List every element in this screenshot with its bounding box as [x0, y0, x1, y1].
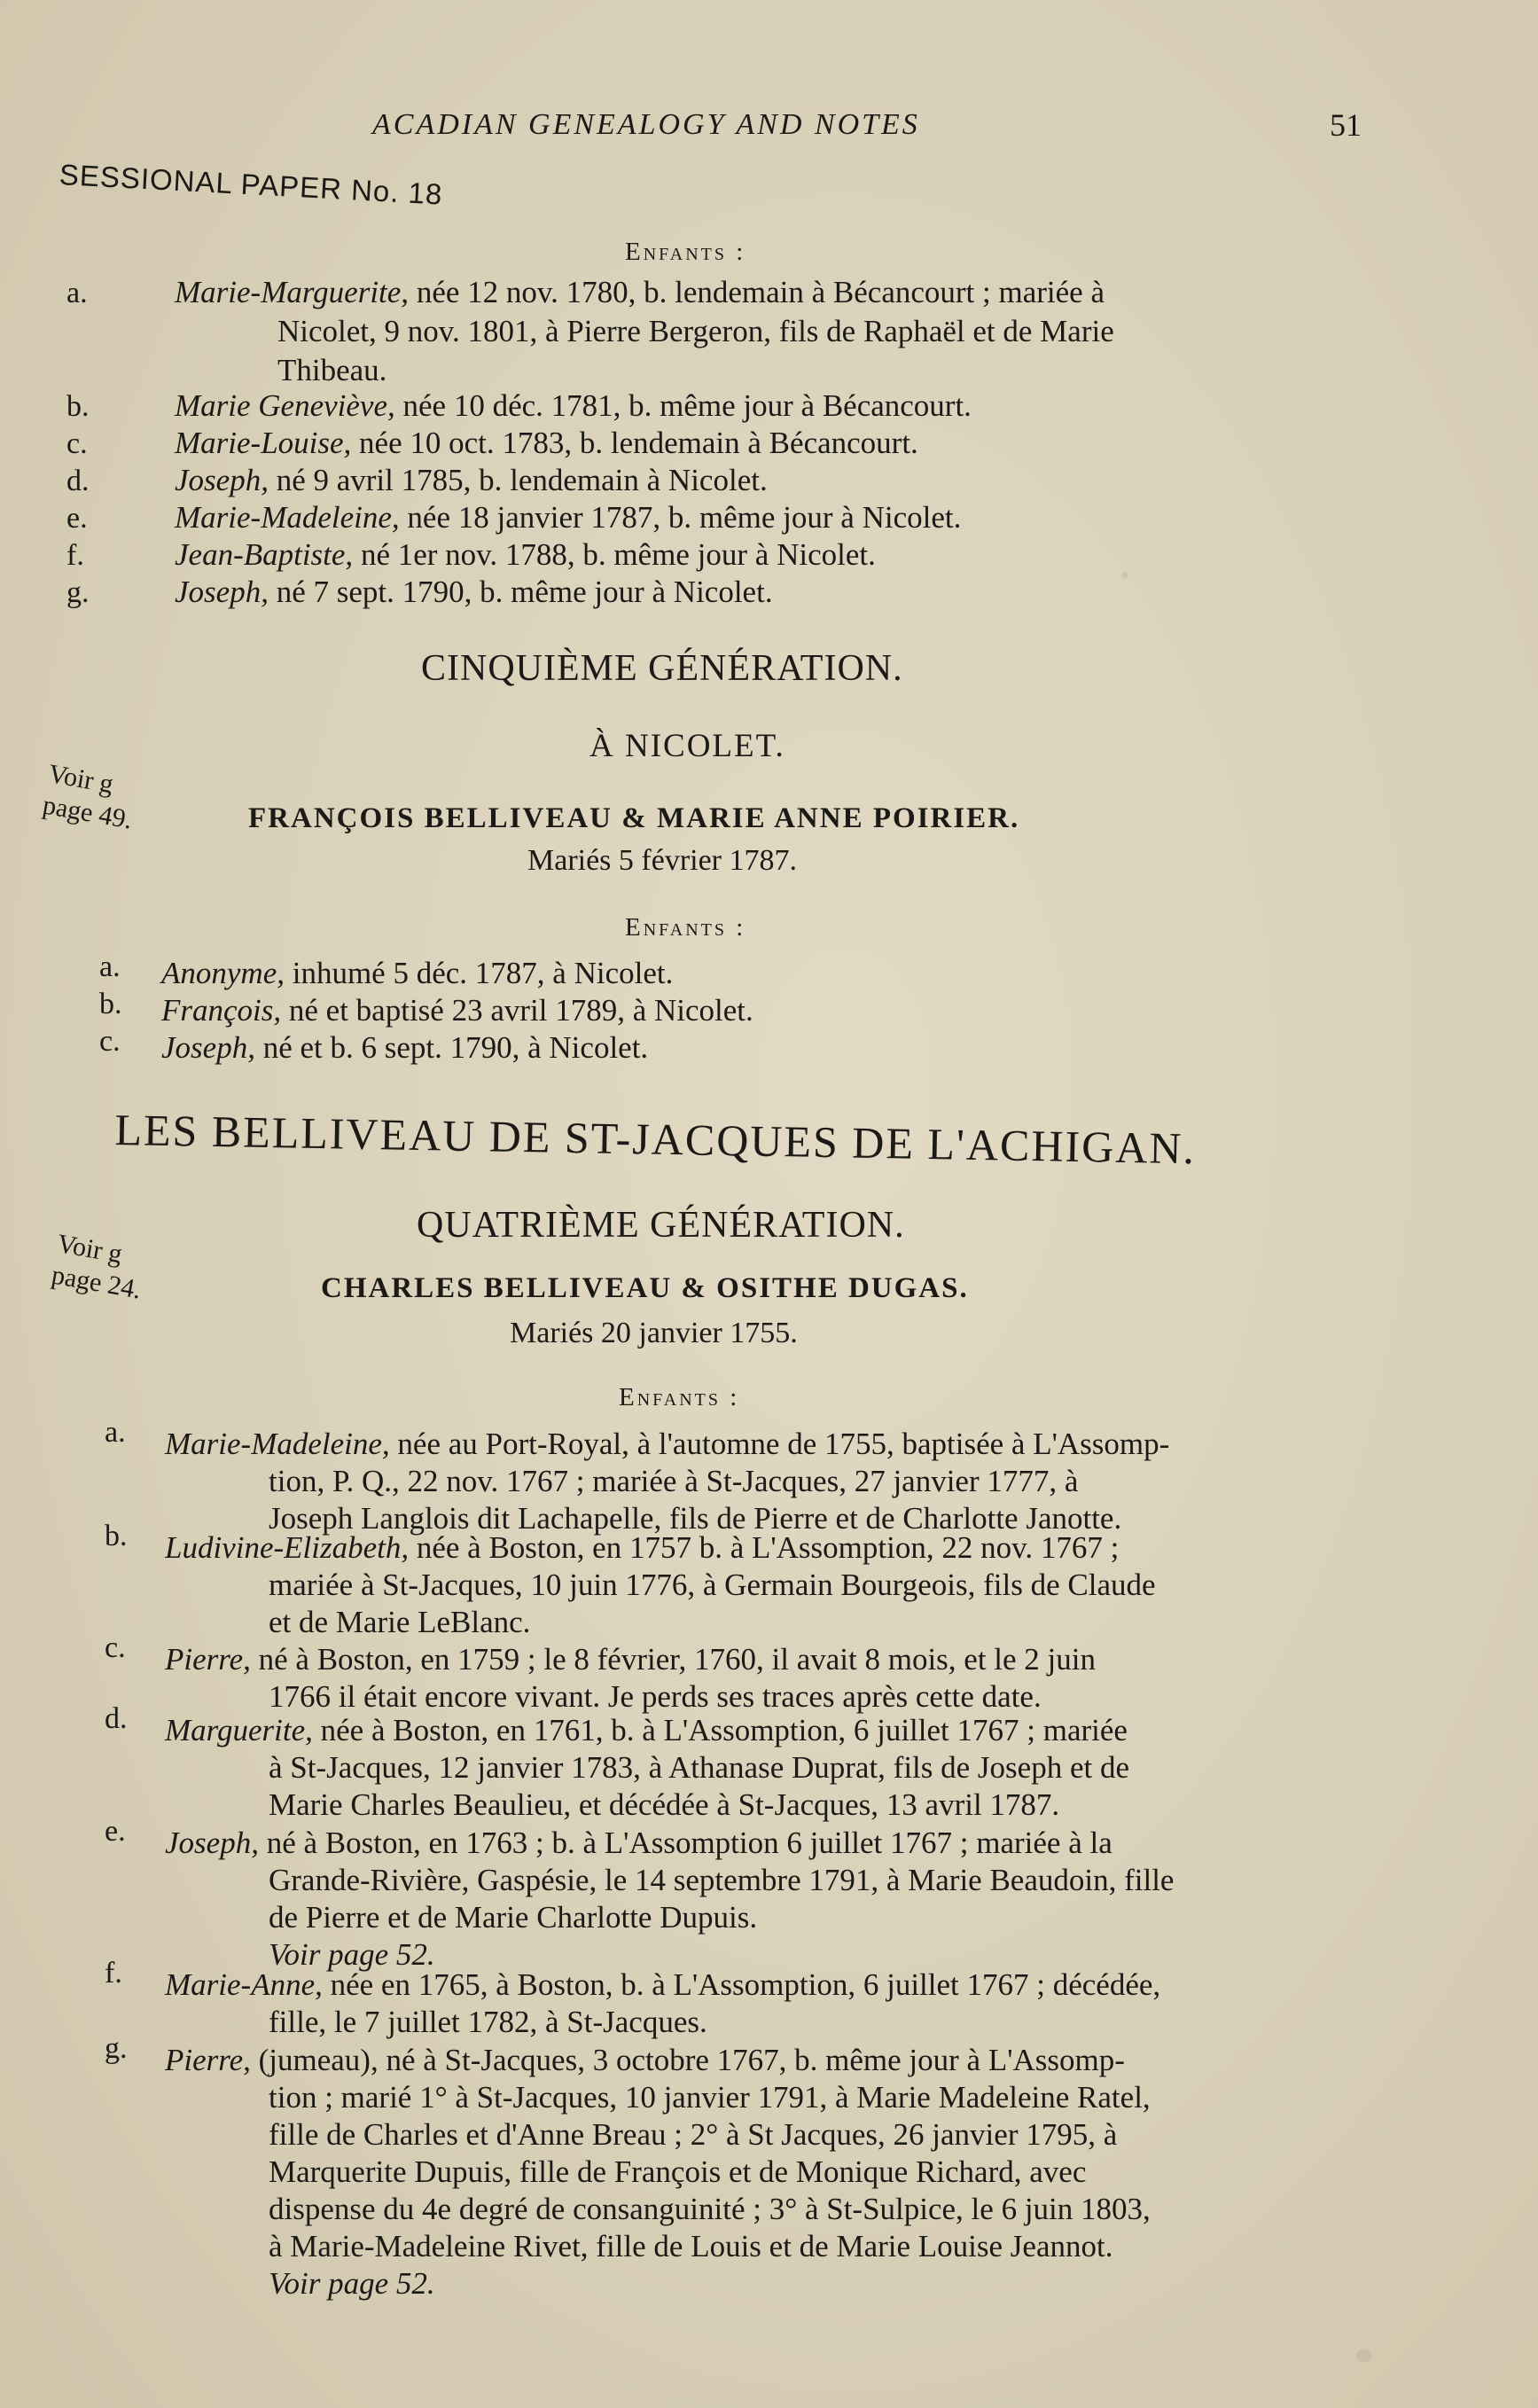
child-entry: [66, 463, 768, 499]
child-entry: [66, 575, 773, 611]
child-name: Jean-Baptiste,: [175, 537, 354, 572]
entry-line: né 1er nov. 1788, b. même jour à Nicolet.: [353, 537, 876, 572]
entry-line: Thibeau.: [277, 353, 387, 387]
child-name: Joseph,: [161, 1030, 255, 1065]
child-name: Joseph,: [165, 1826, 259, 1860]
entry-line: et de Marie LeBlanc.: [269, 1605, 531, 1639]
entry-line: tion ; marié 1° à St-Jacques, 10 janvier 1791, à Marie Madeleine Ratel,: [269, 2080, 1151, 2115]
child-name: Marie-Madeleine,: [165, 1427, 390, 1461]
entry-letter: d.: [105, 1702, 128, 1735]
page-number: 51: [1330, 107, 1362, 143]
section-title: LES BELLIVEAU DE ST-JACQUES DE L'ACHIGAN.: [114, 1104, 1197, 1174]
entry-line: née en 1765, à Boston, b. à L'Assomption, 6 juillet 1767 ; décédée,: [322, 1967, 1161, 2002]
cross-reference: Voir page 52.: [269, 2266, 435, 2301]
child-name: Joseph,: [175, 463, 269, 497]
child-entry: [66, 426, 918, 462]
entry-line: inhumé 5 déc. 1787, à Nicolet.: [284, 956, 674, 990]
child-name: Pierre,: [165, 1642, 251, 1677]
entry-letter: e.: [105, 1815, 126, 1848]
entry-line: né et b. 6 sept. 1790, à Nicolet.: [254, 1030, 649, 1065]
entry-line: 1766 il était encore vivant. Je perds ses traces après cette date.: [269, 1679, 1042, 1714]
child-entry: [66, 388, 972, 425]
child-entry: [66, 537, 876, 574]
child-name: Marie Geneviève,: [175, 388, 395, 423]
entry-line: Marie Charles Beaulieu, et décédée à St-Jacques, 13 avril 1787.: [269, 1787, 1060, 1822]
entry-letter: b.: [105, 1520, 128, 1552]
ink-spot: [1356, 2349, 1372, 2362]
margin-note: Voir g page 49.: [40, 758, 135, 835]
child-name: Pierre,: [165, 2043, 251, 2077]
entry-line: né à Boston, en 1759 ; le 8 février, 1760, il avait 8 mois, et le 2 juin: [250, 1642, 1097, 1677]
entry-letter: e.: [66, 502, 88, 535]
entry-line: née 10 déc. 1781, b. même jour à Bécancourt.: [394, 388, 972, 423]
child-name: Marie-Louise,: [175, 426, 352, 460]
entry-line: née à Boston, en 1757 b. à L'Assomption, 22 nov. 1767 ;: [409, 1530, 1120, 1565]
entry-letter: g.: [105, 2032, 128, 2065]
entry-line: Grande-Rivière, Gaspésie, le 14 septembre 1791, à Marie Beaudoin, fille: [269, 1863, 1175, 1897]
generation-heading: QUATRIÈME GÉNÉRATION.: [417, 1205, 905, 1246]
entry-line: Marquerite Dupuis, fille de François et de Monique Richard, avec: [269, 2154, 1087, 2189]
entry-line: mariée à St-Jacques, 10 juin 1776, à Germain Bourgeois, fils de Claude: [269, 1568, 1156, 1602]
entry-line: née 10 oct. 1783, b. lendemain à Bécancourt.: [351, 426, 918, 460]
entry-letter: f.: [66, 539, 84, 572]
marriage-date: Mariés 5 février 1787.: [527, 844, 798, 877]
marriage-date: Mariés 20 janvier 1755.: [510, 1317, 798, 1349]
entry-line: née à Boston, en 1761, b. à L'Assomption, 6 juillet 1767 ; mariée: [312, 1713, 1128, 1747]
running-title: ACADIAN GENEALOGY AND NOTES: [372, 108, 920, 141]
couple-heading: FRANÇOIS BELLIVEAU & MARIE ANNE POIRIER.: [248, 802, 1020, 834]
place-heading: À NICOLET.: [589, 728, 785, 764]
child-name: François,: [161, 993, 282, 1028]
child-name: Marie-Anne,: [165, 1967, 323, 2002]
entry-line: née au Port-Royal, à l'automne de 1755, baptisée à L'Assomp-: [389, 1427, 1170, 1461]
enfants-heading: Enfants :: [625, 913, 746, 942]
entry-line: Nicolet, 9 nov. 1801, à Pierre Bergeron, fils de Raphaël et de Marie: [277, 314, 1114, 348]
child-entry: [105, 1630, 1097, 1714]
entry-line: né 9 avril 1785, b. lendemain à Nicolet.: [268, 463, 768, 497]
entry-line: Joseph Langlois dit Lachapelle, fils de Pierre et de Charlotte Janotte.: [269, 1501, 1122, 1536]
child-name: Ludivine-Elizabeth,: [165, 1530, 410, 1565]
entry-letter: c.: [66, 427, 88, 460]
child-entry: [99, 949, 674, 990]
child-entry: [105, 1700, 1129, 1822]
child-entry: [105, 1955, 1161, 2039]
margin-note: Voir g page 24.: [49, 1228, 144, 1305]
entry-letter: c.: [105, 1631, 126, 1664]
entry-line: né 7 sept. 1790, b. même jour à Nicolet.: [268, 575, 773, 609]
entry-letter: g.: [66, 576, 90, 609]
child-name: Marie-Madeleine,: [175, 500, 400, 535]
entry-letter: f.: [105, 1957, 122, 1990]
child-entry: [105, 1813, 1175, 1972]
entry-line: à St-Jacques, 12 janvier 1783, à Athanase Duprat, fils de Joseph et de: [269, 1750, 1129, 1785]
ink-spot: [1121, 572, 1128, 579]
entry-line: tion, P. Q., 22 nov. 1767 ; mariée à St-Jacques, 27 janvier 1777, à: [269, 1464, 1079, 1498]
entry-letter: b.: [99, 988, 122, 1020]
enfants-heading: Enfants :: [619, 1383, 740, 1411]
entry-line: fille, le 7 juillet 1782, à St-Jacques.: [269, 2005, 707, 2039]
child-entry: [66, 275, 1378, 387]
entry-letter: d.: [66, 465, 90, 497]
entry-letter: a.: [105, 1416, 126, 1449]
child-name: Anonyme,: [161, 956, 285, 990]
child-name: Joseph,: [175, 575, 269, 609]
entry-line: née 12 nov. 1780, b. lendemain à Bécancourt ; mariée à: [409, 275, 1105, 309]
child-entry: [66, 500, 962, 536]
entry-line: à Marie-Madeleine Rivet, fille de Louis et de Marie Louise Jeannot.: [269, 2229, 1113, 2263]
entry-line: de Pierre et de Marie Charlotte Dupuis.: [269, 1900, 758, 1935]
sessional-paper-stamp: SESSIONAL PAPER No. 18: [59, 158, 444, 211]
entry-line: née 18 janvier 1787, b. même jour à Nicolet.: [399, 500, 962, 535]
enfants-heading: Enfants :: [625, 238, 746, 266]
child-entry: [99, 986, 753, 1028]
child-name: Marie-Marguerite,: [175, 275, 410, 309]
entry-letter: a.: [66, 277, 88, 309]
entry-letter: c.: [99, 1025, 121, 1058]
entry-line: (jumeau), né à St-Jacques, 3 octobre 1767, b. même jour à L'Assomp-: [250, 2043, 1125, 2077]
child-entry: [99, 1023, 649, 1065]
child-entry: [105, 2030, 1151, 2301]
entry-line: né et baptisé 23 avril 1789, à Nicolet.: [281, 993, 753, 1028]
generation-heading: CINQUIÈME GÉNÉRATION.: [421, 648, 903, 689]
entry-letter: a.: [99, 950, 121, 983]
cross-reference: Voir page 52.: [269, 1937, 435, 1972]
couple-heading: CHARLES BELLIVEAU & OSITHE DUGAS.: [321, 1272, 969, 1304]
child-entry: [105, 1414, 1170, 1536]
entry-line: dispense du 4e degré de consanguinité ; 3° à St-Sulpice, le 6 juin 1803,: [269, 2192, 1151, 2226]
entry-line: fille de Charles et d'Anne Breau ; 2° à St Jacques, 26 janvier 1795, à: [269, 2117, 1118, 2152]
entry-letter: b.: [66, 390, 90, 423]
entry-line: né à Boston, en 1763 ; b. à L'Assomption 6 juillet 1767 ; mariée à la: [258, 1826, 1113, 1860]
child-name: Marguerite,: [165, 1713, 313, 1747]
